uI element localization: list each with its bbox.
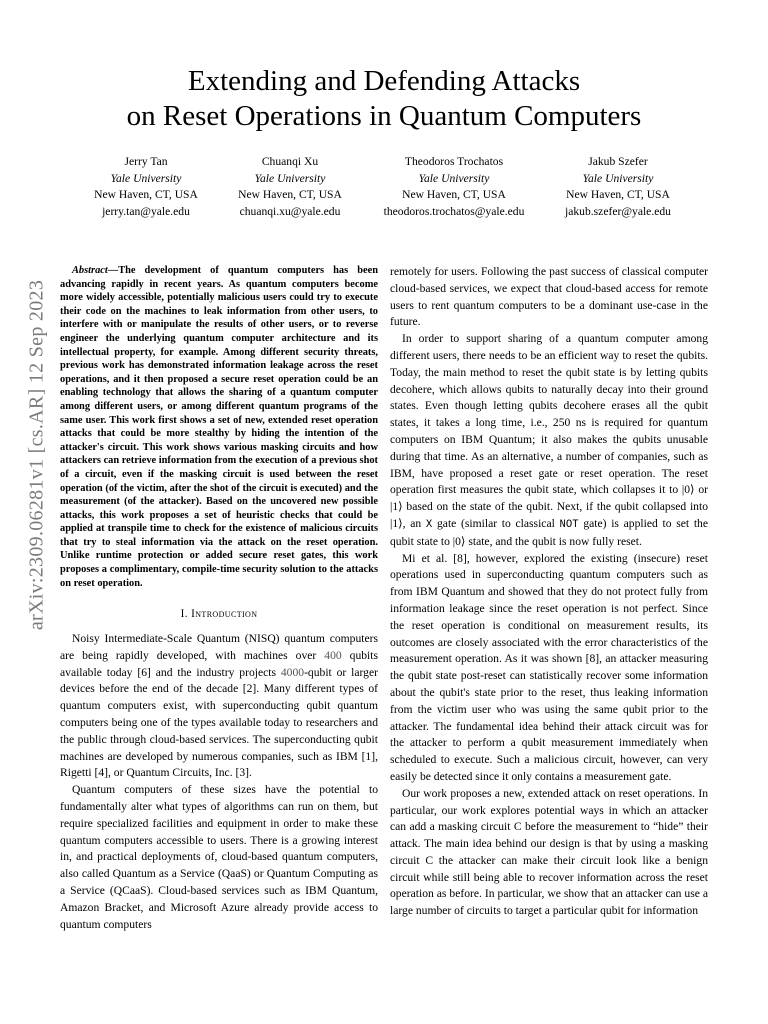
author-name: Chuanqi Xu — [261, 155, 319, 168]
author-affiliation: Yale University — [582, 171, 654, 185]
body-text: gate) is applied to set the qubit state to |0⟩ state, and the qubit is now fully reset. — [390, 516, 708, 548]
qubit-count: 4000 — [280, 665, 305, 679]
section-title: Introduction — [191, 608, 258, 621]
intro-text: qubits available today [6] and the industry projects — [60, 648, 378, 679]
author-location: New Haven, CT, USA — [238, 188, 342, 201]
right-column — [390, 264, 708, 920]
abstract-text: The development of quantum computers has been advancing rapidly in recent years. As quantum computers become more widely accessible, potentially malicious users could try to execute their code on the machines to leak information from other users, to interfere with or manipulate the results of other users, or to reverse engineer the underlying quantum computer architecture and its intellectual property, for example. Among different security threats, previous work has demonstrated information leakage across the reset operations, and it then proposed a secure reset operation could be an enabling technology that allows the sharing of a quantum computer among different users, or among different quantum programs of the same user. This work first shows a set of new, extended reset operation attacks that could be more stealthy by hiding the intention of the attacker's circuit. This work shows various masking circuits and how attackers can retrieve information from the execution of a previous shot of a circuit, even if the masking circuit is used between the reset operation (of the victim, after the shot of the circuit is executed) and the measurement (of the attacker). Based on the uncovered new possible attacks, this work proposes a set of heuristic checks that could be applied at transpile time to check for the existence of malicious circuits that try to steal information via the attack on the reset operation. Unlike runtime protection or added secure reset gates, this work proposes a complimentary, compile-time security solution to the attacks on reset operation. — [60, 265, 379, 589]
author-location: New Haven, CT, USA — [94, 188, 198, 201]
author-email[interactable]: chuanqi.xu@yale.edu — [239, 204, 341, 218]
abstract-label: Abstract — [72, 265, 108, 276]
abstract — [60, 264, 378, 590]
qubit-count: 400 — [324, 648, 342, 662]
paper-title — [90, 64, 678, 134]
title-line-1: Extending and Defending Attacks — [187, 65, 581, 97]
abstract-dash: — — [107, 265, 119, 276]
title-line-2: on Reset Operations in Quantum Computers — [126, 100, 642, 132]
author-email[interactable]: jakub.szefer@yale.edu — [565, 204, 671, 218]
author — [533, 154, 703, 220]
intro-paragraph-2: Quantum computers of these sizes have the potential to fundamentally alter what types of algorithms can run on them, but require specialized facilities and equipment in order to make these quantum computers accessible to users. There is a growing interest in, and practical deployments of, cloud-based quantum computers, also called Quantum as a Service (QaaS) or Quantum Computing as a Service (QCaaS). Cloud-based services such as IBM Quantum, Amazon Bracket, and Microsoft Azure already provide access to quantum computers — [60, 783, 378, 931]
section-heading — [60, 606, 378, 623]
intro-paragraph-1 — [60, 631, 378, 782]
author-location: New Haven, CT, USA — [566, 188, 670, 201]
author-email[interactable]: theodoros.trochatos@yale.edu — [383, 204, 525, 218]
right-paragraph-2 — [390, 331, 708, 550]
intro-text: -qubit or larger devices before the end of the decade [2]. Many different types of quantum computers exist, with superconducting qubit quantum computers being one of the types available today to researchers and the public through cloud-based services. The superconducting qubit machines are developed by numerous companies, such as IBM [1], Rigetti [4], or Quantum Circuits, Inc. [3]. — [60, 665, 378, 780]
right-paragraph-4: Our work proposes a new, extended attack on reset operations. In particular, our work explores potential ways in which an attacker can add a masking circuit C before the measurement to “hide” their attack. The main idea behind our design is that by using a masking circuit C the attacker can make their circuit look like a benign circuit while still being able to recover information across the reset operation as before. In particular, we show that an attacker can use a large number of circuits to target a particular qubit for information — [390, 786, 708, 918]
author-location: New Haven, CT, USA — [402, 188, 506, 201]
intro-text: Noisy Intermediate-Scale Quantum (NISQ) quantum computers are being rapidly developed, with machines over — [60, 632, 378, 662]
author-affiliation: Yale University — [418, 171, 490, 185]
arxiv-identifier[interactable]: arXiv:2309.06281v1 [cs.AR] 12 Sep 2023 — [25, 279, 48, 631]
author-email[interactable]: jerry.tan@yale.edu — [102, 204, 190, 218]
author — [205, 154, 375, 220]
not-gate-label: NOT — [559, 518, 579, 531]
body-text: In order to support sharing of a quantum computer among different users, there needs to be an efficient way to reset the qubits. Today, the main method to reset the qubit state is by letting qubits decohere, which allows qubits to naturally decay into their ground states. Even though letting qubits decohere erases all the qubit states, it takes a long time, i.e., 250 ns is required for quantum computers on IBM Quantum; it also makes the qubits unusable during that time. As an alternative, a number of companies, such as IBM, have proposed a reset gate or reset operation. The reset operation first measures the qubit state, which collapses it to |0⟩ or |1⟩ based on the state of the qubit. Next, if the qubit collapsed into |1⟩, an — [390, 332, 708, 530]
author-name: Jerry Tan — [124, 155, 168, 168]
left-column — [60, 264, 378, 933]
body-text: gate (similar to classical — [432, 516, 560, 530]
right-paragraph-1: remotely for users. Following the past success of classical computer cloud-based services, we expect that cloud-based access for remote users to rent quantum computers to be a dominant use-case in the future. — [390, 265, 708, 329]
section-number: I. — [180, 608, 188, 621]
author-name: Jakub Szefer — [588, 155, 648, 168]
author-affiliation: Yale University — [254, 171, 326, 185]
author — [369, 154, 539, 220]
x-gate-label: X — [425, 518, 433, 531]
author-name: Theodoros Trochatos — [404, 155, 504, 168]
author-affiliation: Yale University — [110, 171, 182, 185]
right-paragraph-3: Mi et al. [8], however, explored the existing (insecure) reset operations used in superconducting quantum computers such as from IBM Quantum and showed that they do not protect fully from information leakage since the reset operation is not perfect. Since the reset operation is conditional on measurement results, its outcomes are closely associated with the error characteristics of the measurement operation. As it was shown [8], an attacker measuring the qubit state post-reset can statistically recover some information about the qubit's state prior to the reset, thus leaking information from the victim user who was using the same qubit prior to the attacker. The fundamental idea behind their attack circuit was for the attacker to perform a qubit measurement immediately when scheduled to execute. Such a malicious circuit, however, can very easily be detected since it only contains a measurement gate. — [390, 551, 708, 783]
